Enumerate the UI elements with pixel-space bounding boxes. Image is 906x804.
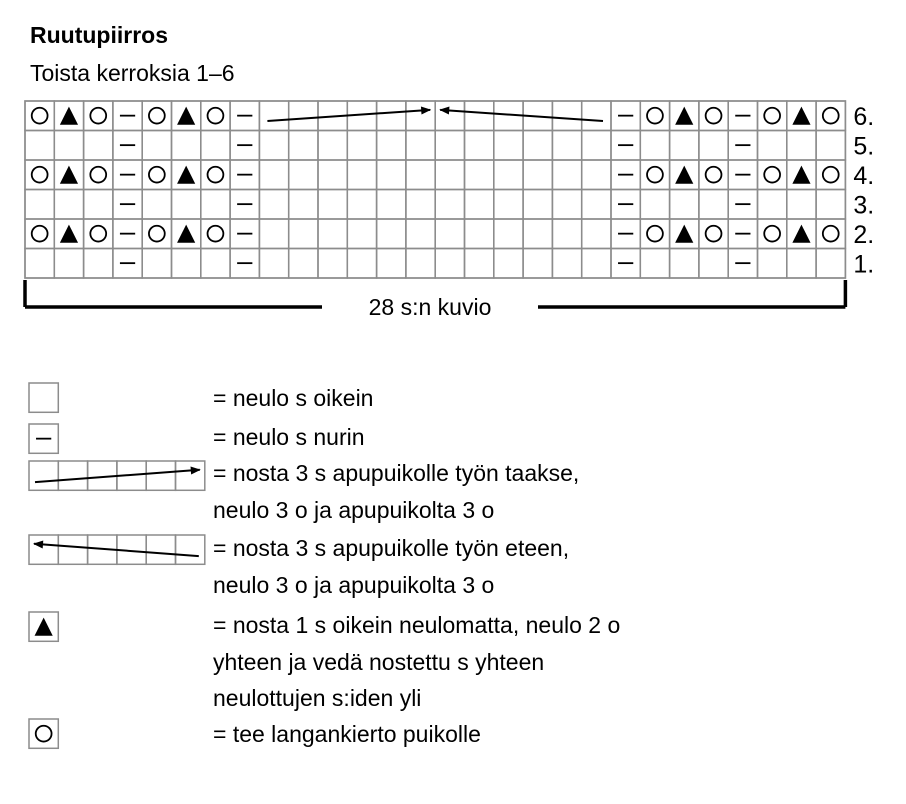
chart-cell [142,101,171,131]
chart-cell [435,131,464,161]
chart-cell [406,101,435,131]
chart-row [25,249,845,279]
chart-cell [582,219,611,249]
cell-triangle-icon [177,107,195,125]
chart-cell [54,131,83,161]
chart-cell [582,160,611,190]
chart-cell [699,219,728,249]
chart-cell [523,249,552,279]
cell-triangle-icon [792,225,810,243]
chart-cell [552,219,581,249]
chart-cell [582,190,611,220]
legend-cell [58,461,87,490]
chart-cell [377,249,406,279]
chart-cell [347,249,376,279]
chart-cell [201,219,230,249]
legend-cell [146,461,175,490]
chart-cell [494,190,523,220]
chart-cell [142,160,171,190]
chart-cell [699,249,728,279]
cell-triangle-icon [792,166,810,184]
chart-cell [201,249,230,279]
chart-cell [142,131,171,161]
legend-text: = neulo s oikein [213,385,374,411]
chart-cell [406,249,435,279]
chart-cell [259,190,288,220]
legend-symbol-empty [29,383,58,412]
cell-triangle-icon [675,107,693,125]
chart-cell [172,190,201,220]
chart-cell [377,190,406,220]
chart-cell [201,160,230,190]
chart-cell [84,131,113,161]
chart-cell [289,160,318,190]
chart-cell [494,131,523,161]
chart-cell [289,190,318,220]
legend-symbol-purl [29,424,58,453]
chart-cell [523,219,552,249]
chart-cell [347,160,376,190]
chart-cell [699,131,728,161]
chart-cell [552,160,581,190]
chart-cell [435,160,464,190]
chart-cell [25,131,54,161]
chart-cell [347,190,376,220]
chart-cell [582,249,611,279]
cell-circle-icon [764,226,780,242]
cell-circle-icon [647,108,663,124]
chart-cell [758,131,787,161]
cell-circle-icon [208,226,224,242]
cell-triangle-icon [177,166,195,184]
cell-triangle-icon [60,107,78,125]
legend-symbol-cable-left [29,535,205,564]
chart-cell [259,219,288,249]
chart-title: Ruutupiirros [30,22,168,48]
legend-text: = neulo s nurin [213,424,365,450]
chart-cell [377,219,406,249]
chart-cell [259,131,288,161]
chart-cell [494,249,523,279]
chart-cell [816,219,845,249]
chart-cell [435,219,464,249]
chart-cell [84,160,113,190]
legend-text: = nosta 3 s apupuikolle työn eteen, [213,535,570,561]
cell-triangle-icon [60,225,78,243]
chart-cell [142,219,171,249]
chart-cell [54,190,83,220]
legend-triangle-icon [35,618,53,636]
cell-circle-icon [32,108,48,124]
chart-cell [84,101,113,131]
chart-cell [318,160,347,190]
chart-cell [406,219,435,249]
chart-cell [758,249,787,279]
chart-cell [347,131,376,161]
chart-cell [201,131,230,161]
chart-cell [523,131,552,161]
chart-row [25,219,845,249]
chart-cell [84,249,113,279]
cell-circle-icon [149,108,165,124]
chart-cell [435,101,464,131]
cell-circle-icon [823,167,839,183]
chart-cell [816,101,845,131]
chart-cell [289,101,318,131]
legend-text: yhteen ja vedä nostettu s yhteen [213,648,545,675]
chart-cell [318,190,347,220]
bracket-label: 28 s:n kuvio [368,294,492,320]
chart-cell [465,249,494,279]
chart-cell [552,131,581,161]
legend-text: neulottujen s:iden yli [213,685,422,711]
legend-text: = nosta 3 s apupuikolle työn taakse, [213,460,580,486]
legend-cell [29,461,58,490]
cell-triangle-icon [675,166,693,184]
chart-cell [465,131,494,161]
cell-circle-icon [90,226,106,242]
row-label: 3. [853,191,875,220]
chart-cell [377,160,406,190]
chart-cell [25,219,54,249]
row-label: 1. [853,250,875,279]
chart-cell [552,249,581,279]
legend-symbol-circle [29,719,58,748]
chart-cell [318,219,347,249]
chart-row [25,131,845,161]
chart-cell [406,190,435,220]
chart-cell [201,190,230,220]
legend-cell [176,461,205,490]
chart-cell [582,131,611,161]
chart-cell [25,101,54,131]
chart-cell [758,160,787,190]
cell-circle-icon [32,226,48,242]
chart-cell [259,249,288,279]
chart-row [25,101,845,131]
chart-cell [699,101,728,131]
chart-cell [758,190,787,220]
chart-cell [25,160,54,190]
cell-circle-icon [647,167,663,183]
chart-cell [758,219,787,249]
chart-cell [435,190,464,220]
chart-cell [787,131,816,161]
legend-cell [29,383,58,412]
chart-cell [640,101,669,131]
cell-circle-icon [706,108,722,124]
chart-cell [259,160,288,190]
chart-cell [142,249,171,279]
cell-triangle-icon [792,107,810,125]
cell-circle-icon [90,108,106,124]
cell-triangle-icon [675,225,693,243]
chart-cell [377,101,406,131]
chart-cell [787,249,816,279]
chart-cell [84,190,113,220]
row-label: 5. [853,132,875,161]
chart-cell [172,249,201,279]
cell-circle-icon [90,167,106,183]
legend-text: neulo 3 o ja apupuikolta 3 o [213,571,495,598]
cell-circle-icon [647,226,663,242]
chart-cell [289,219,318,249]
chart-cell [640,219,669,249]
chart-cell [377,131,406,161]
chart-cell [142,190,171,220]
legend-cell [176,535,205,564]
cell-circle-icon [149,167,165,183]
cell-circle-icon [823,108,839,124]
repeat-bracket [25,280,845,320]
cell-circle-icon [823,226,839,242]
chart-cell [406,131,435,161]
chart-cell [816,190,845,220]
legend-cell [29,535,58,564]
chart-cell [318,131,347,161]
legend-circle-icon [36,726,52,742]
legend-cell [29,719,58,748]
chart-cell [435,249,464,279]
chart-cell [699,160,728,190]
cell-circle-icon [208,108,224,124]
chart-cell [758,101,787,131]
chart-cell [670,249,699,279]
chart-cell [816,160,845,190]
chart-cell [25,190,54,220]
cell-triangle-icon [177,225,195,243]
chart-cell [289,249,318,279]
cell-circle-icon [706,167,722,183]
cell-circle-icon [764,108,780,124]
chart-cell [259,101,288,131]
chart-cell [84,219,113,249]
legend-symbol-cable-right [29,461,205,490]
chart-cell [582,101,611,131]
chart-cell [670,131,699,161]
chart-cell [523,160,552,190]
chart-cell [465,190,494,220]
row-label: 4. [853,161,875,190]
chart-cell [640,249,669,279]
row-label: 2. [853,220,875,249]
legend-text: = tee langankierto puikolle [213,721,481,747]
cell-circle-icon [764,167,780,183]
chart-cell [816,131,845,161]
chart-cell [465,101,494,131]
legend-text: = nosta 1 s oikein neulomatta, neulo 2 o [213,612,621,638]
legend-text: neulo 3 o ja apupuikolta 3 o [213,496,495,523]
chart-grid [25,101,874,278]
chart-cell [640,190,669,220]
chart-cell [523,190,552,220]
chart-cell [54,249,83,279]
legend-symbol-triangle [29,612,58,641]
chart-row [25,190,845,220]
chart-row [25,160,845,190]
chart-cell [25,249,54,279]
chart-cell [640,160,669,190]
cell-circle-icon [32,167,48,183]
row-label: 6. [853,102,875,131]
chart-cell [816,249,845,279]
cell-circle-icon [706,226,722,242]
chart-cell [347,219,376,249]
chart-cell [318,249,347,279]
chart-cell [406,160,435,190]
chart-cell [699,190,728,220]
chart-subtitle: Toista kerroksia 1–6 [30,60,235,86]
chart-cell [289,131,318,161]
chart-cell [670,190,699,220]
legend-cell [58,535,87,564]
chart-cell [172,131,201,161]
chart-cell [494,160,523,190]
chart-cell [465,219,494,249]
cell-triangle-icon [60,166,78,184]
chart-cell [552,190,581,220]
chart-cell [494,219,523,249]
chart-cell [640,131,669,161]
chart-cell [201,101,230,131]
cell-circle-icon [208,167,224,183]
cell-circle-icon [149,226,165,242]
chart-cell [552,101,581,131]
legend-cell [146,535,175,564]
chart-cell [787,190,816,220]
chart-cell [465,160,494,190]
